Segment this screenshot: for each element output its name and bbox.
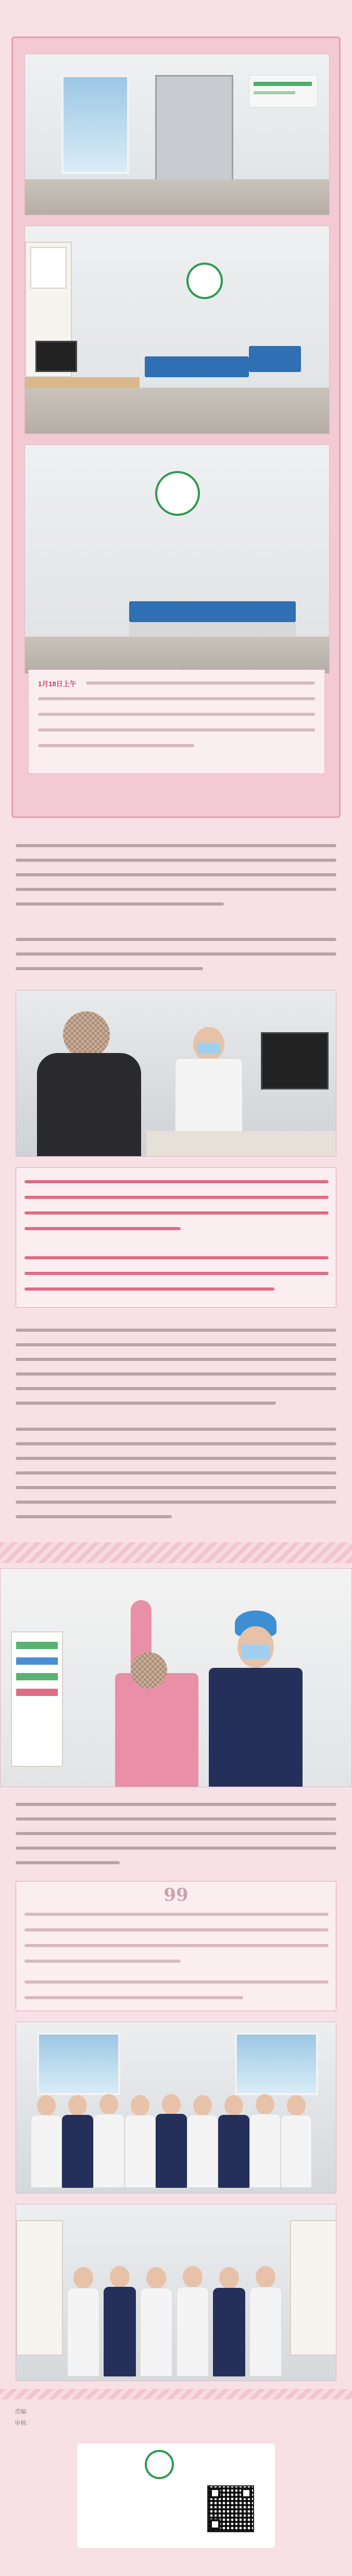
- quote-mark: 99: [164, 1885, 188, 1905]
- editor-credit: [15, 2407, 28, 2416]
- paragraph-4: [0, 1798, 352, 1876]
- director-quote-box: [16, 1881, 336, 2011]
- paragraph-1: [0, 834, 352, 917]
- photo-consultation-room: [24, 226, 330, 434]
- monitor-icon: [35, 341, 77, 372]
- paragraph-3: [0, 1323, 352, 1532]
- photo-arm-exam: [0, 1568, 352, 1787]
- paragraph-2: [0, 933, 352, 980]
- footer-card: [77, 2444, 275, 2548]
- photo-treatment-room: [24, 444, 330, 674]
- reviewer-label: 审核:: [15, 2420, 28, 2426]
- photo-clinic-door: [24, 54, 330, 215]
- photo-doctor-consultation: [16, 990, 336, 1157]
- reviewer-credit: [15, 2419, 28, 2427]
- hospital-footer-logo-icon: [145, 2450, 174, 2479]
- hospital-logo-icon: [186, 263, 223, 299]
- clinic-wall-logo-icon: [155, 471, 200, 516]
- photo-staff-group-1: [16, 2022, 336, 2194]
- caption-date: 1月18日上午: [38, 680, 77, 688]
- decorative-ribbon: [0, 1542, 352, 1563]
- editor-label: 责编:: [15, 2409, 28, 2415]
- qr-code-icon[interactable]: [207, 2485, 254, 2532]
- patient-quote-box: [16, 1167, 336, 1308]
- intro-caption-box: [28, 670, 325, 774]
- photo-staff-group-2: [16, 2204, 336, 2381]
- monitor-icon: [261, 1032, 329, 1089]
- decorative-ribbon-bottom: [0, 2389, 352, 2399]
